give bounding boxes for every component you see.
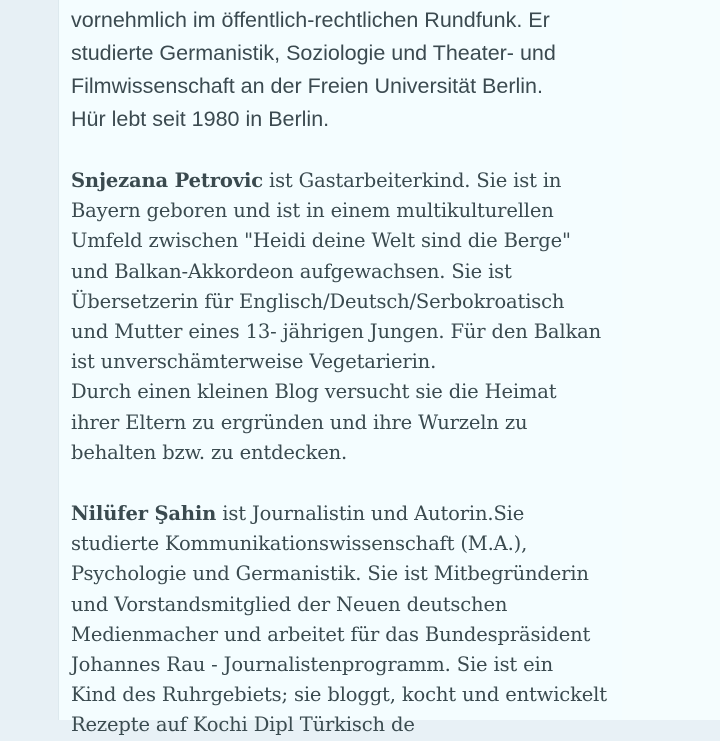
bio-line: Umfeld zwischen "Heidi deine Welt sind die Berge"	[71, 229, 571, 253]
bio-line: ihrer Eltern zu ergründen und ihre Wurzeln zu	[71, 410, 528, 434]
left-margin	[0, 0, 58, 720]
bio-petrovic	[71, 166, 631, 468]
bio-first-line-text: ist Gastarbeiterkind. Sie ist in	[262, 169, 562, 192]
right-margin	[622, 0, 720, 720]
bio-line: Kind des Ruhrgebiets; sie bloggt, kocht und entwickelt	[71, 683, 607, 707]
bio-sahin	[71, 499, 631, 741]
bio-line: Übersetzerin für Englisch/Deutsch/Serbokroatisch	[71, 289, 565, 313]
bio-name: Snjezana Petrovic	[71, 169, 263, 192]
bio-line: Psychologie und Germanistik. Sie ist Mitbegründerin	[71, 562, 589, 586]
bio-line: und Mutter eines 13- jährigen Jungen. Für den Balkan	[71, 320, 602, 344]
bio-line: behalten bzw. zu entdecken.	[71, 440, 348, 464]
bio-line: ist unverschämterweise Vegetarierin.	[71, 350, 437, 374]
bio-line: Bayern geboren und ist in einem multikulturellen	[71, 199, 554, 223]
bio-first-line	[71, 499, 631, 529]
intro-paragraph	[71, 4, 631, 136]
bio-line: Rezepte auf Kochi Dipl Türkisch de	[71, 713, 415, 737]
bio-line: Johannes Rau - Journalistenprogramm. Sie ist ein	[71, 653, 554, 677]
bio-line: studierte Kommunikationswissenschaft (M.A.),	[71, 532, 528, 556]
bio-line: Medienmacher und arbeitet für das Bundespräsident	[71, 622, 591, 646]
intro-line: vornehmlich im öffentlich-rechtlichen Rundfunk. Er	[71, 8, 550, 32]
bio-name: Nilüfer Şahin	[71, 502, 217, 525]
intro-line: Filmwissenschaft an der Freien Universität Berlin.	[71, 74, 543, 98]
bio-line: und Vorstandsmitglied der Neuen deutschen	[71, 592, 508, 616]
bio-line: und Balkan-Akkordeon aufgewachsen. Sie ist	[71, 259, 512, 283]
intro-line: Hür lebt seit 1980 in Berlin.	[71, 107, 330, 131]
bio-first-line-text: ist Journalistin und Autorin.Sie	[216, 502, 525, 525]
bio-line: Durch einen kleinen Blog versucht sie die Heimat	[71, 380, 557, 404]
bio-first-line	[71, 166, 631, 196]
intro-line: studierte Germanistik, Soziologie und Theater- und	[71, 41, 556, 65]
